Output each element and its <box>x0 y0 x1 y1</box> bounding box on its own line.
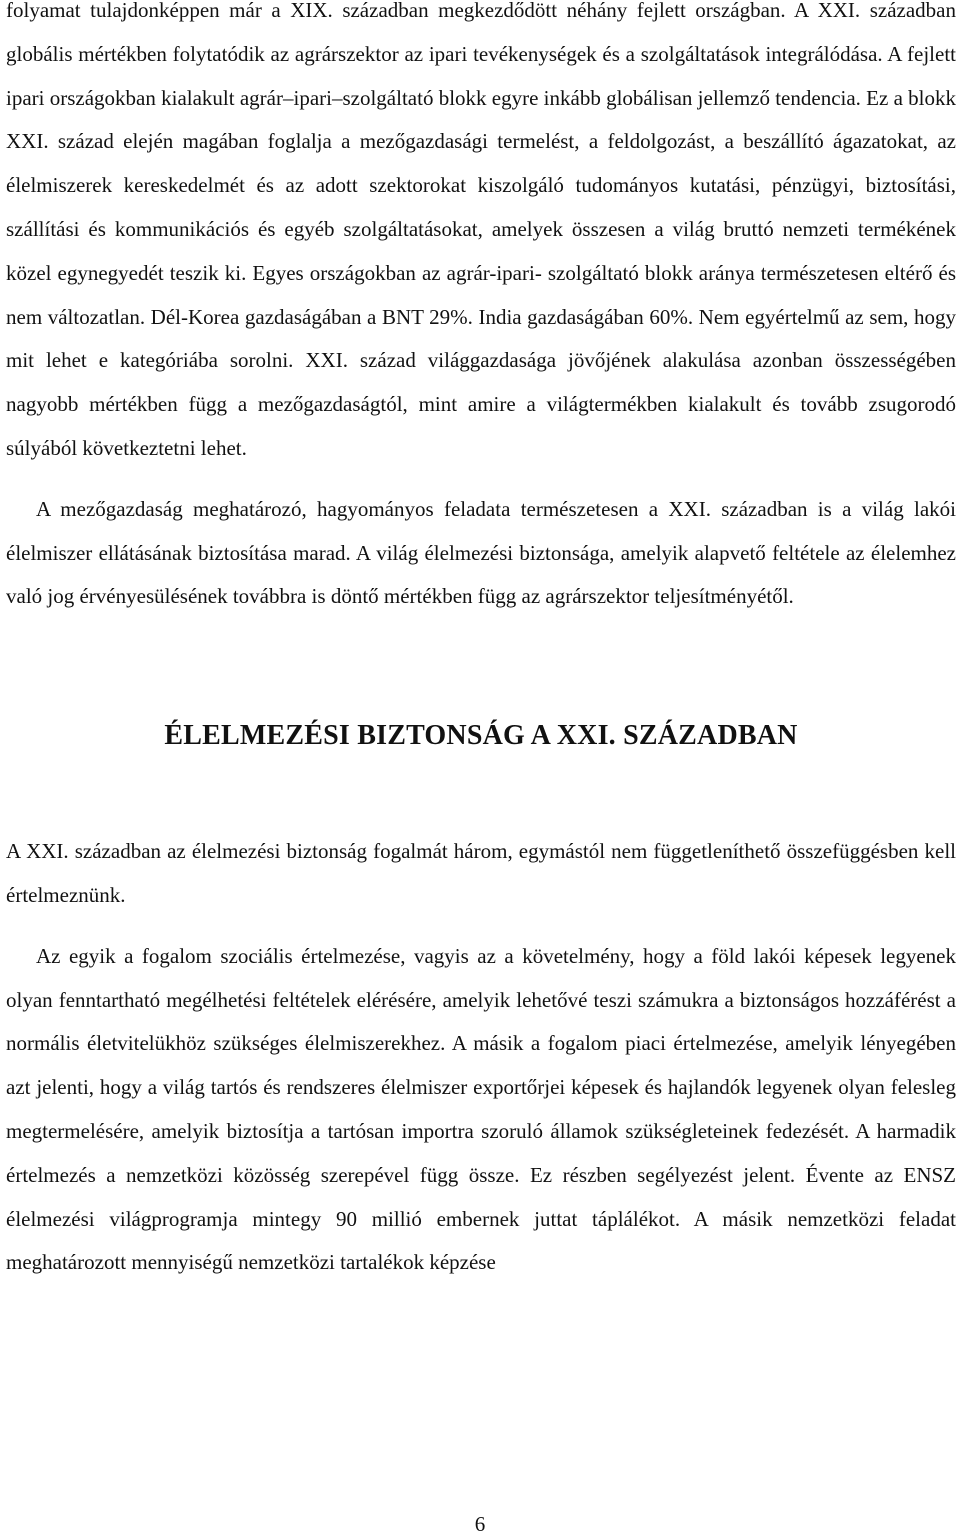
paragraph-food-supply-role: A mezőgazdaság meghatározó, hagyományos feladata természetesen a XXI. században is a világ lakói élelmiszer ellátásának biztosítása marad. A világ élelmezési biztonsága, amelyik alapvető feltétele az élelemhez való jog érvényesülésének továbbra is döntő mértékben függ az agrárszektor teljesítményétől. <box>6 496 956 609</box>
paragraph-food-security-intro: A XXI. században az élelmezési biztonság fogalmát három, egymástól nem függetleníthető összefüggésben kell értelmeznünk. <box>6 839 956 907</box>
document-page <box>6 0 956 1285</box>
page-number: 6 <box>474 1512 486 1536</box>
paragraph-agro-industrial-block: folyamat tulajdonképpen már a XIX. században megkezdődött néhány fejlett országban. A XXI. században globális mértékben folytatódik az agrárszektor az ipari tevékenységek és a szolgáltatások integrálódása. A fejlett ipari országokban kialakult agrár–ipari–szolgáltató blokk egyre inkább globálisan jellemző tendencia. Ez a blokk XXI. század elején magában foglalja a mezőgazdasági termelést, a feldolgozást, a beszállító ágazatokat, az élelmiszerek kereskedelmét és az adott szektorokat kiszolgáló tudományos kutatási, pénzügyi, biztosítási, szállítási és kommunikációs és egyéb szolgáltatásokat, amelyek összesen a világ bruttó nemzeti termékének közel egynegyedét teszik ki. Egyes országokban az agrár-ipari- szolgáltató blokk aránya természetesen eltérő és nem változatlan. Dél-Korea gazdaságában a BNT 29%. India gazdaságában 60%. Nem egyértelmű az sem, hogy mit lehet e kategóriába sorolni. XXI. század világgazdasága jövőjének alakulása azonban összességében nagyobb mértékben függ a mezőgazdaságtól, mint amire a világtermékben kialakult és tovább zsugorodó súlyából következtetni lehet. <box>6 0 956 460</box>
paragraph-food-security-interpretations: Az egyik a fogalom szociális értelmezése, vagyis az a követelmény, hogy a föld lakói képesek legyenek olyan fenntartható megélhetési feltételek elérésére, amelyik lehetővé teszi számukra a biztonságos hozzáférést a normális életvitelükhöz szükséges élelmiszerekhez. A másik a fogalom piaci értelmezése, amelyik lényegében azt jelenti, hogy a világ tartós és rendszeres élelmiszer exportőrjei képesek és hajlandók legyenek olyan felesleg megtermelésére, amelyik biztosítja a tartósan importra szoruló államok szükségleteinek fedezését. A harmadik értelmezés a nemzetközi közösség szerepével függ össze. Ez részben segélyezést jelent. Évente az ENSZ élelmezési világprogramja mintegy 90 millió embernek juttat táplálékot. A másik nemzetközi feladat meghatározott mennyiségű nemzetközi tartalékok képzése <box>6 943 956 1275</box>
section-heading: ÉLELMEZÉSI BIZTONSÁG A XXI. SZÁZADBAN <box>164 720 798 752</box>
